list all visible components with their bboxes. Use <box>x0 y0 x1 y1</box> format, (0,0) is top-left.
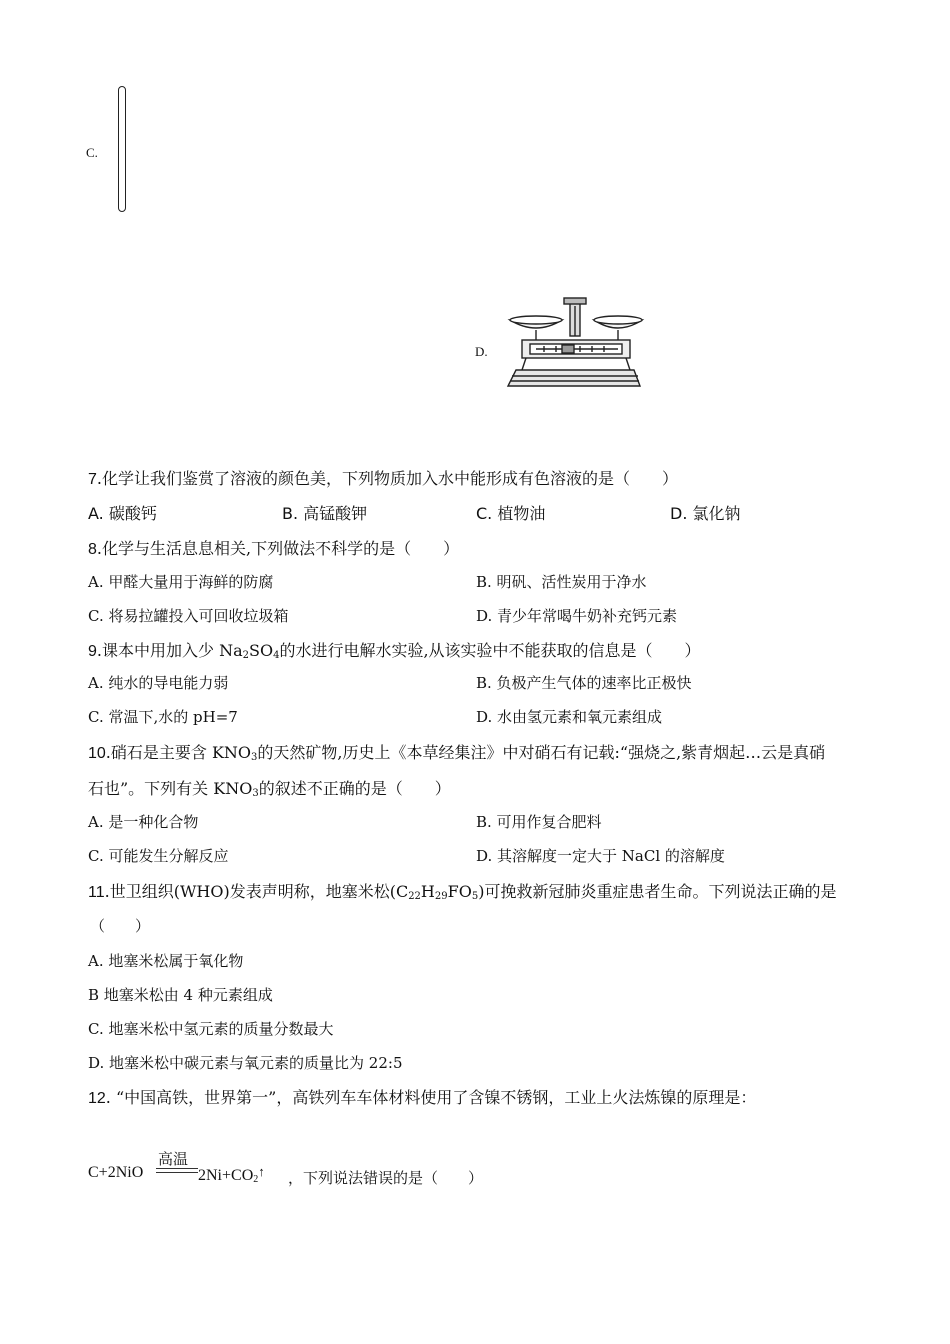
equation-products: $2Ni+CO_2^↑$ <box>198 1164 265 1185</box>
equation-reactants: C+2NiO <box>88 1164 144 1181</box>
q7-option-a[interactable]: A. 碳酸钙 <box>88 504 157 523</box>
question-11-stem-line2: （ ） <box>90 917 151 935</box>
q10-option-b[interactable]: B. 可用作复合肥料 <box>476 813 602 831</box>
question-9-stem: 9.课本中用加入少 $Na_2SO_4$的水进行电解水实验,从该实验中不能获取的信息是（ ） <box>88 641 701 661</box>
question-7-stem: 7.化学让我们鉴赏了溶液的颜色美，下列物质加入水中能形成有色溶液的是（ ） <box>88 469 678 488</box>
question-10-stem-line1: 10.硝石是主要含 $KNO_3$的天然矿物,历史上《本草经集注》中对硝石有记载:“强烧之,紫青烟起…云是真硝 <box>88 743 826 763</box>
q7-option-c[interactable]: C. 植物油 <box>476 504 546 523</box>
q10-option-d[interactable]: D. 其溶解度一定大于 NaCl 的溶解度 <box>476 847 725 865</box>
q9-option-c[interactable]: C. 常温下,水的 pH=7 <box>88 708 238 726</box>
q9-option-d[interactable]: D. 水由氢元素和氧元素组成 <box>476 708 663 726</box>
q8-option-a[interactable]: A. 甲醛大量用于海鲜的防腐 <box>88 573 274 591</box>
q7-option-b[interactable]: B. 高锰酸钾 <box>282 504 368 523</box>
q9-option-b[interactable]: B. 负极产生气体的速率比正极快 <box>476 674 692 692</box>
question-12-tail: ，下列说法错误的是（ ） <box>288 1169 484 1187</box>
balance-scale-image <box>500 296 645 392</box>
equation-condition: 高温 <box>158 1152 189 1168</box>
q11-option-b[interactable]: B 地塞米松由 4 种元素组成 <box>88 986 273 1004</box>
q10-option-c[interactable]: C. 可能发生分解反应 <box>88 847 229 865</box>
q10-option-a[interactable]: A. 是一种化合物 <box>88 813 199 831</box>
question-12-stem: 12. “中国高铁，世界第一”，高铁列车车体材料使用了含镍不锈钢，工业上火法炼镍的原理是： <box>88 1088 757 1107</box>
q9-option-a[interactable]: A. 纯水的导电能力弱 <box>88 674 229 692</box>
q11-option-c[interactable]: C. 地塞米松中氢元素的质量分数最大 <box>88 1020 334 1038</box>
option-d-label: D. <box>475 344 488 359</box>
q8-option-d[interactable]: D. 青少年常喝牛奶补充钙元素 <box>476 607 678 625</box>
equation-sign-line-2 <box>156 1172 198 1173</box>
q11-option-d[interactable]: D. 地塞米松中碳元素与氧元素的质量比为 22:5 <box>88 1054 403 1072</box>
question-11-stem-line1: 11.世卫组织(WHO)发表声明称，地塞米松$(C_{22}H_{29}FO_5)$可挽救新冠肺炎重症患者生命。下列说法正确的是 <box>88 882 837 902</box>
q8-option-c[interactable]: C. 将易拉罐投入可回收垃圾箱 <box>88 607 289 625</box>
q7-option-d[interactable]: D. 氯化钠 <box>670 504 741 523</box>
q8-option-b[interactable]: B. 明矾、活性炭用于净水 <box>476 573 647 591</box>
test-tube-image <box>118 86 126 212</box>
equation-sign-line-1 <box>156 1168 198 1169</box>
question-10-stem-line2: 石也”。下列有关 $KNO_3$的叙述不正确的是（ ） <box>88 779 451 799</box>
question-8-stem: 8.化学与生活息息相关,下列做法不科学的是（ ） <box>88 539 460 558</box>
option-c-label: C. <box>86 145 98 160</box>
q11-option-a[interactable]: A. 地塞米松属于氧化物 <box>88 952 244 970</box>
gas-arrow: ↑ <box>258 1164 265 1179</box>
